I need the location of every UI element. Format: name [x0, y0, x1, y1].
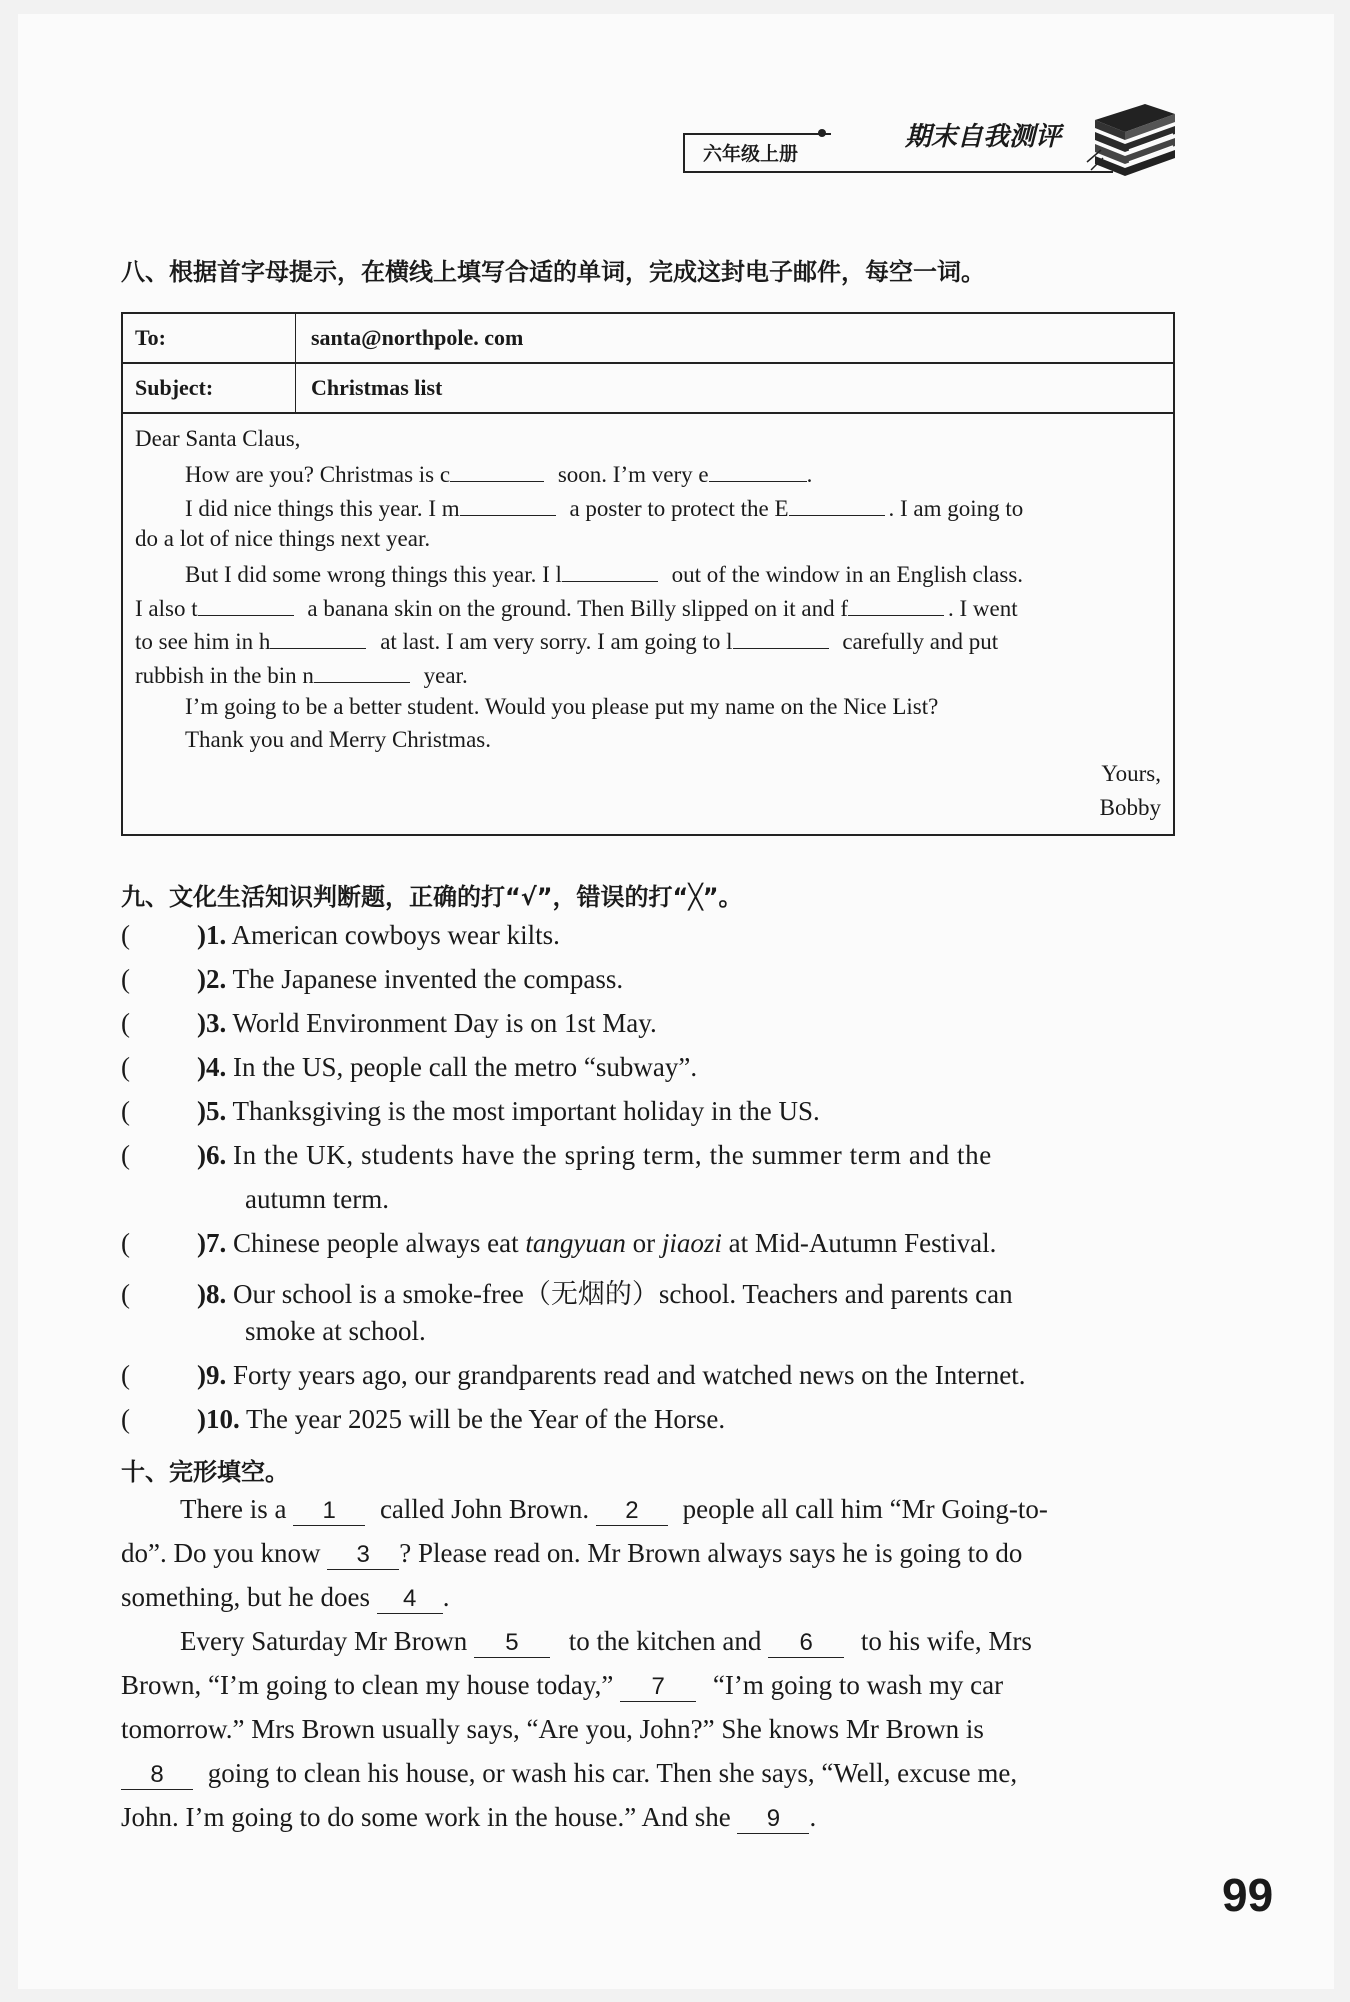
header-dot [818, 129, 826, 137]
email-line [185, 459, 812, 488]
item-number: )7. [197, 1228, 227, 1258]
cloze-line [121, 1758, 1017, 1790]
page-number: 99 [1222, 1869, 1274, 1921]
answer-paren[interactable]: ( [121, 964, 130, 994]
section9-title: 九、文化生活知识判断题，正确的打“√”，错误的打“╳”。 [121, 883, 743, 911]
cloze-text: ? Please read on. Mr Brown always says he is going to do [399, 1538, 1023, 1568]
item-text: The year 2025 will be the Year of the Horse. [246, 1404, 726, 1434]
item-text: or [625, 1228, 662, 1258]
answer-paren[interactable]: ( [121, 1140, 130, 1170]
cloze-line [180, 1494, 1048, 1526]
to-row [123, 314, 1173, 364]
email-line [135, 626, 998, 655]
item-number: )8. [197, 1279, 227, 1309]
answer-blank[interactable] [848, 593, 944, 616]
email-text: at last. I am very sorry. I am going to l [380, 629, 733, 654]
item-text-continued: smoke at school. [245, 1316, 426, 1346]
cloze-text: . [442, 1582, 450, 1612]
answer-paren[interactable]: ( [121, 1008, 130, 1038]
item-text: In the US, people call the metro “subway”. [233, 1052, 698, 1082]
item-text: The Japanese invented the compass. [232, 964, 624, 994]
to-label: To: [123, 314, 296, 362]
email-text: . I went [947, 596, 1018, 621]
answer-blank[interactable] [562, 559, 658, 582]
email-text: . I am going to [888, 496, 1024, 521]
cloze-blank[interactable]: 6 [768, 1629, 844, 1658]
answer-paren[interactable]: ( [121, 1052, 130, 1082]
cloze-blank[interactable]: 3 [327, 1541, 399, 1570]
item-text: Forty years ago, our grandparents read and watched news on the Internet. [233, 1360, 1026, 1390]
item-number: )5. [197, 1096, 227, 1126]
answer-blank[interactable] [460, 493, 556, 516]
item-number: )3. [197, 1008, 227, 1038]
item-text-italic: jiaozi [661, 1228, 722, 1258]
item-number: )10. [197, 1404, 240, 1434]
item-number: )1. [197, 920, 227, 950]
cloze-text: “I’m going to wash my car [712, 1670, 1004, 1700]
judge-item [121, 1052, 697, 1083]
email-line [135, 593, 1018, 622]
answer-blank[interactable] [450, 459, 544, 482]
subject-label: Subject: [123, 364, 296, 412]
cloze-text: called John Brown. [379, 1494, 590, 1524]
email-line: Thank you and Merry Christmas. [185, 727, 491, 752]
email-closing: Yours, [1101, 761, 1161, 786]
email-text: . [806, 462, 813, 487]
cloze-text: Brown, “I’m going to clean my house today,” [121, 1670, 614, 1700]
section8-title: 八、根据首字母提示，在横线上填写合适的单词，完成这封电子邮件，每空一词。 [121, 258, 985, 286]
email-text: a poster to protect the E [569, 496, 789, 521]
cloze-text: There is a [180, 1494, 287, 1524]
email-text: a banana skin on the ground. Then Billy slipped on it and f [307, 596, 848, 621]
email-text: I did nice things this year. I m [185, 496, 460, 521]
email-line [135, 660, 468, 689]
answer-paren[interactable]: ( [121, 1279, 130, 1309]
email-text: How are you? Christmas is c [185, 462, 451, 487]
email-text: But I did some wrong things this year. I l [185, 562, 562, 587]
cloze-blank[interactable]: 4 [377, 1585, 443, 1614]
cloze-blank[interactable]: 7 [620, 1673, 696, 1702]
answer-paren[interactable]: ( [121, 1228, 130, 1258]
email-line: I’m going to be a better student. Would you please put my name on the Nice List? [185, 694, 939, 719]
judge-item [121, 1360, 1025, 1391]
cloze-line [180, 1626, 1032, 1658]
cloze-text: John. I’m going to do some work in the house.” And she [121, 1802, 731, 1832]
cloze-line [121, 1582, 449, 1614]
judge-item [121, 920, 560, 951]
item-text: Our school is a smoke-free（无烟的）school. Teachers and parents can [233, 1279, 1013, 1309]
email-text: carefully and put [842, 629, 999, 654]
email-signature: Bobby [1099, 795, 1161, 820]
answer-blank[interactable] [270, 626, 366, 649]
item-text: In the UK, students have the spring term, the summer term and the [233, 1140, 992, 1170]
cloze-text: to his wife, Mrs [860, 1626, 1032, 1656]
to-value: santa@northpole. com [311, 325, 524, 350]
cloze-text: something, but he does [121, 1582, 370, 1612]
email-line: do a lot of nice things next year. [135, 526, 431, 551]
answer-paren[interactable]: ( [121, 1096, 130, 1126]
item-text: Chinese people always eat [233, 1228, 526, 1258]
item-text: Thanksgiving is the most important holiday in the US. [232, 1096, 820, 1126]
item-text-continued: autumn term. [245, 1184, 389, 1214]
judge-item [121, 1404, 725, 1435]
email-text: soon. I’m very e [557, 462, 709, 487]
answer-blank[interactable] [709, 459, 807, 482]
cloze-line: tomorrow.” Mrs Brown usually says, “Are you, John?” She knows Mr Brown is [121, 1714, 984, 1744]
item-number: )2. [197, 964, 227, 994]
cloze-blank[interactable]: 2 [596, 1497, 668, 1526]
judge-item [121, 1272, 1013, 1311]
answer-paren[interactable]: ( [121, 1404, 130, 1434]
cloze-text: Every Saturday Mr Brown [180, 1626, 468, 1656]
header-rule [683, 171, 1113, 173]
judge-item [121, 1228, 996, 1259]
item-number: )6. [197, 1140, 227, 1170]
cloze-blank[interactable]: 8 [121, 1761, 193, 1790]
cloze-line [121, 1802, 816, 1834]
item-number: )4. [197, 1052, 227, 1082]
answer-blank[interactable] [733, 626, 829, 649]
cloze-blank[interactable]: 1 [293, 1497, 365, 1526]
judge-item [121, 1140, 992, 1171]
cloze-text: going to clean his house, or wash his car. Then she says, “Well, excuse me, [207, 1758, 1018, 1788]
answer-blank[interactable] [314, 660, 410, 683]
page-title: 期末自我测评 [905, 122, 1062, 152]
cloze-text: do”. Do you know [121, 1538, 321, 1568]
email-line [185, 493, 1023, 522]
email-box [121, 312, 1175, 836]
judge-item [121, 1096, 820, 1127]
subject-value: Christmas list [311, 375, 443, 400]
cloze-line [121, 1670, 1003, 1702]
email-text: to see him in h [135, 629, 271, 654]
cloze-line [121, 1538, 1022, 1570]
answer-paren[interactable]: ( [121, 1360, 130, 1390]
grade-label: 六年级上册 [683, 133, 831, 171]
cloze-text: people all call him “Mr Going-to- [682, 1494, 1048, 1524]
email-text: year. [423, 663, 468, 688]
email-text: rubbish in the bin n [135, 663, 314, 688]
item-text-italic: tangyuan [525, 1228, 626, 1258]
subject-row [123, 364, 1173, 414]
answer-paren[interactable]: ( [121, 920, 130, 950]
judge-item [121, 964, 623, 995]
books-icon [1085, 100, 1177, 178]
item-text: World Environment Day is on 1st May. [232, 1008, 657, 1038]
email-text: I also t [135, 596, 198, 621]
item-text: American cowboys wear kilts. [231, 920, 560, 950]
answer-blank[interactable] [789, 493, 885, 516]
cloze-text: . [809, 1802, 817, 1832]
email-text: out of the window in an English class. [671, 562, 1024, 587]
item-text: at Mid-Autumn Festival. [721, 1228, 997, 1258]
cloze-blank[interactable]: 9 [737, 1805, 809, 1834]
email-greeting: Dear Santa Claus, [135, 426, 301, 451]
cloze-blank[interactable]: 5 [474, 1629, 550, 1658]
section10-title: 十、完形填空。 [121, 1458, 289, 1486]
email-line [185, 559, 1023, 588]
answer-blank[interactable] [198, 593, 294, 616]
item-number: )9. [197, 1360, 227, 1390]
cloze-text: to the kitchen and [568, 1626, 762, 1656]
judge-item [121, 1008, 657, 1039]
